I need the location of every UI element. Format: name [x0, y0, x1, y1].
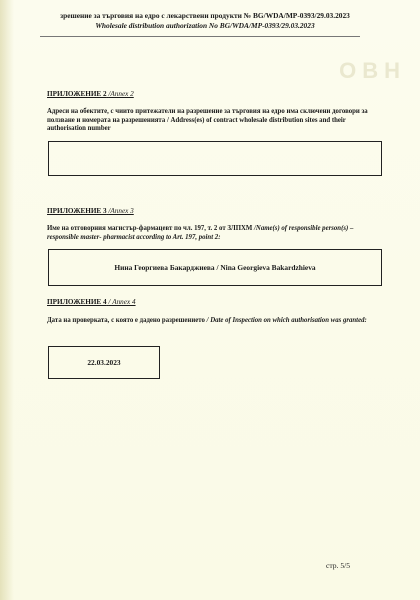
annex4-title	[47, 298, 136, 306]
annex4-value-box	[48, 346, 160, 379]
page-edge-shadow	[0, 0, 14, 600]
annex4-description-en: / Date of Inspection on which authorisation was granted:	[206, 317, 367, 324]
watermark: ОВН	[339, 58, 406, 83]
annex4-value: 22.03.2023	[87, 358, 121, 367]
annex2-title-en: /Annex 2	[108, 90, 134, 98]
annex3-title	[47, 207, 134, 215]
header-line-bg: зрешение за търговия на едро с лекарствени продукти № BG/WDA/MP-0393/29.03.2023	[60, 11, 350, 20]
annex4-title-bg: ПРИЛОЖЕНИЕ 4	[47, 298, 107, 306]
annex3-value-box	[48, 249, 382, 286]
annex3-description-en: /Name(s) of responsible person(s) – responsible master- pharmacist according to Art. 197, point 2:	[47, 225, 354, 241]
annex3-description	[47, 225, 377, 242]
page-number: стр. 5/5	[326, 561, 351, 570]
annex3-title-en: /Annex 3	[108, 207, 134, 215]
annex2-title-bg: ПРИЛОЖЕНИЕ 2	[47, 90, 107, 98]
header-line-en: Wholesale distribution authorization No BG/WDA/MP-0393/29.03.2023	[95, 21, 315, 30]
annex2-value-box	[48, 141, 382, 176]
annex3-title-bg: ПРИЛОЖЕНИЕ 3	[47, 207, 107, 215]
annex2-description: Адреси на обектите, с чиито притежатели на разрешение за търговия на едро има сключени договори за ползване и номерата на разрешенията / Address(es) of contract wholesale distribution sites and their authorisation number	[47, 108, 368, 133]
annex3-value: Нина Георгиева Бакарджиева / Nina Georgieva Bakardzhieva	[114, 263, 316, 272]
document-header	[40, 11, 370, 31]
annex4-description-bg: Дата на проверката, с която е дадено разрешението	[47, 317, 205, 324]
annex4-description	[47, 317, 377, 326]
header-divider	[40, 36, 360, 37]
annex4-title-en: / Annex 4	[108, 298, 136, 306]
annex3-description-bg: Име на отговорния магистър-фармацевт по чл. 197, т. 2 от ЗЛПХМ	[47, 225, 253, 232]
annex2-title	[47, 90, 134, 98]
